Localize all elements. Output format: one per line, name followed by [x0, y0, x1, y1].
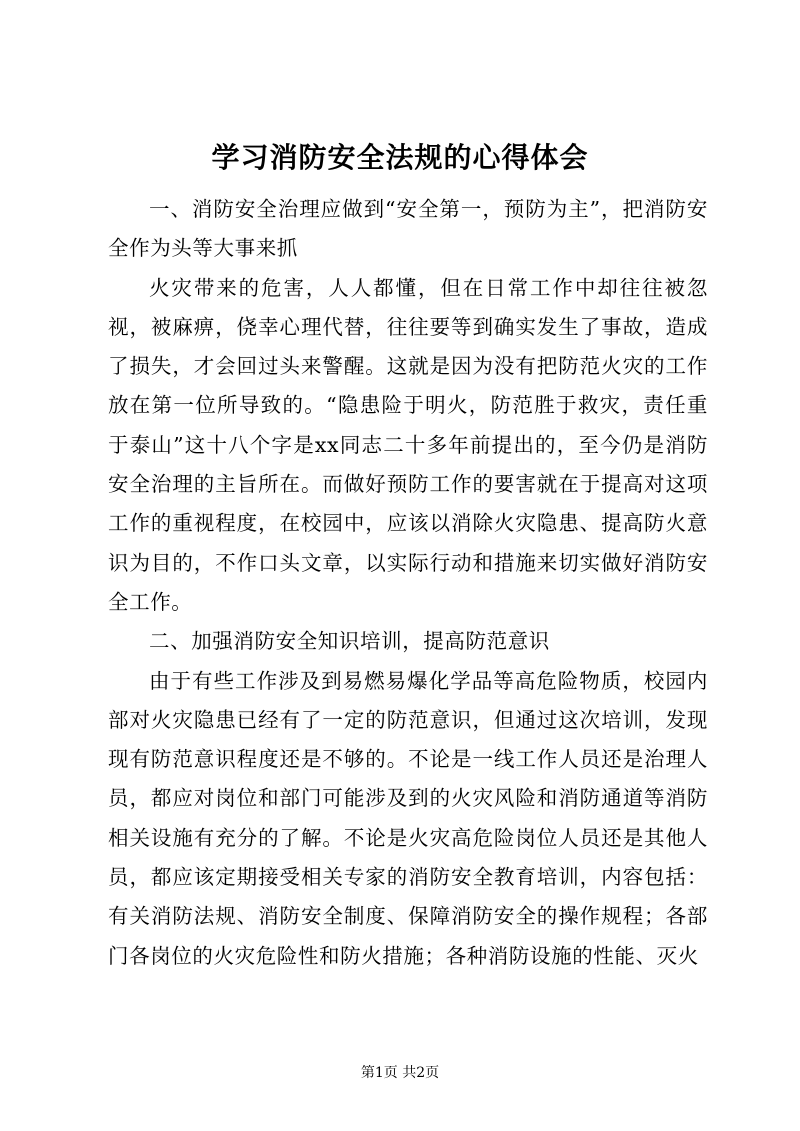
section-heading-1: 一、消防安全治理应做到“安全第一，预防为主”，把消防安全作为头等大事来抓: [108, 197, 708, 261]
page-footer: 第1页 共2页: [360, 1065, 440, 1081]
document-body: [108, 190, 708, 976]
page-title: 学习消防安全法规的心得体会: [211, 141, 589, 174]
section-heading-2: 二、加强消防安全知识培训，提高防范意识: [149, 629, 550, 654]
paragraph-2: 由于有些工作涉及到易燃易爆化学品等高危险物质，校园内部对火灾隐患已经有了一定的防范意识，但通过这次培训，发现现有防范意识程度还是不够的。不论是一线工作人员还是治理人员，都应对岗位和部门可能涉及到的火灾风险和消防通道等消防相关设施有充分的了解。不论是火灾高危险岗位人员还是其他人员，都应该定期接受相关专家的消防安全教育培训，内容包括：有关消防法规、消防安全制度、保障消防安全的操作规程；各部门各岗位的火灾危险性和防火措施；各种消防设施的性能、灭火: [108, 668, 708, 968]
paragraph-1: 火灾带来的危害，人人都懂，但在日常工作中却往往被忽视，被麻痹，侥幸心理代替，往往要等到确实发生了事故，造成了损失，才会回过头来警醒。这就是因为没有把防范火灾的工作放在第一位所导致的。“隐患险于明火，防范胜于救灾，责任重于泰山”这十八个字是xx同志二十多年前提出的，至今仍是消防安全治理的主旨所在。而做好预防工作的要害就在于提高对这项工作的重视程度，在校园中，应该以消除火灾隐患、提高防火意识为目的，不作口头文章，以实际行动和措施来切实做好消防安全工作。: [108, 275, 708, 614]
